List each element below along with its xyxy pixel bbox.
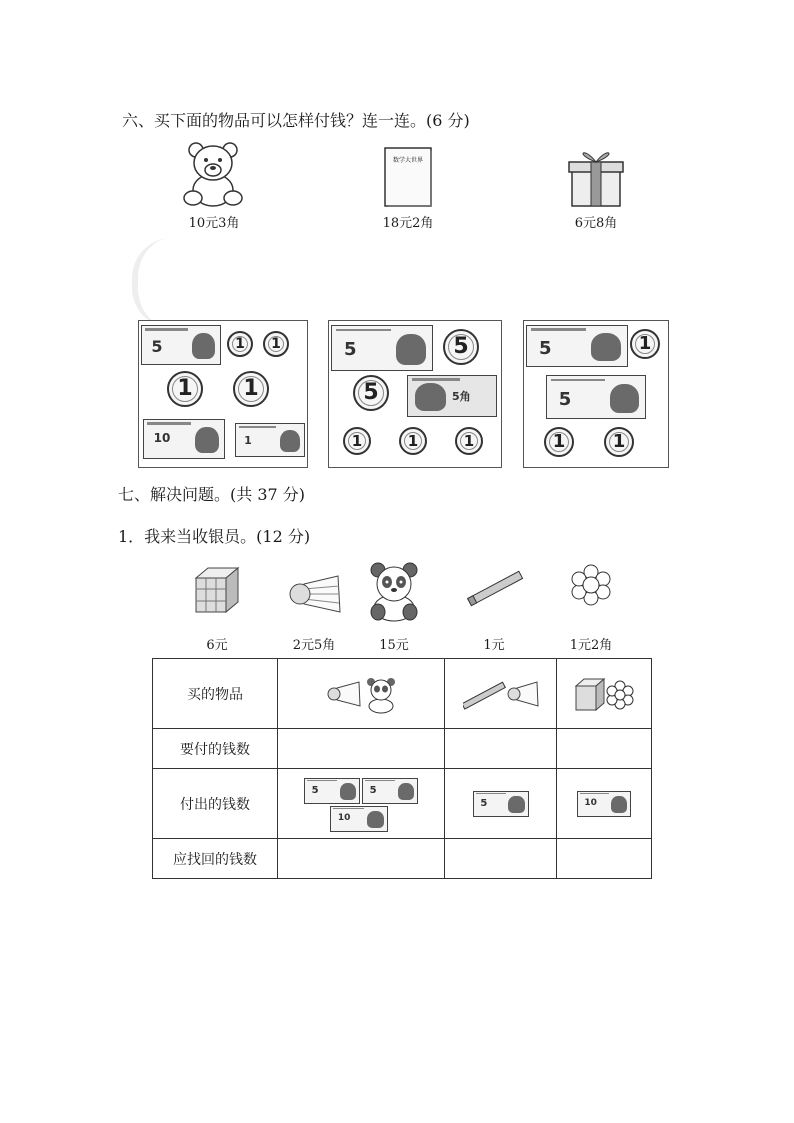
change-cell-2[interactable] (445, 839, 557, 879)
shuttlecock-icon (288, 574, 342, 614)
shuttlecock-price: 2元5角 (292, 638, 336, 653)
coin-1: 1 (227, 331, 253, 357)
coin-1: 1 (455, 427, 483, 455)
cube-flower-icons (572, 674, 636, 714)
book-title: 数学大世界 (392, 157, 423, 164)
banknote-5: 5 (546, 375, 646, 419)
banknote-10: 10 (330, 806, 388, 832)
amount-due-cell-1[interactable] (278, 729, 445, 769)
banknote-5: 5 (473, 791, 529, 817)
section6-title: 六、买下面的物品可以怎样付钱？连一连。(6 分) (122, 111, 470, 130)
pencil-price: 1元 (483, 638, 505, 653)
banknote-5: 5 (304, 778, 360, 804)
coin-5: 5 (443, 329, 479, 365)
book-icon (382, 146, 434, 208)
pencil-shuttlecock-icons (463, 674, 539, 714)
banknote-5-jiao: 5角 (407, 375, 497, 417)
row-label-paid: 付出的钱数 (153, 769, 278, 839)
amount-due-cell-3[interactable] (557, 729, 652, 769)
paid-cell-1 (278, 769, 445, 839)
coin-1: 1 (167, 371, 203, 407)
row-label-change: 应找回的钱数 (153, 839, 278, 879)
gift-box-price: 6元8角 (574, 216, 618, 231)
banknote-5: 5 (526, 325, 628, 367)
paid-cell-3 (557, 769, 652, 839)
coin-5: 5 (353, 375, 389, 411)
items-cell-2 (445, 659, 557, 729)
banknote-5: 5 (331, 325, 433, 371)
money-set-1 (138, 320, 308, 468)
question1-title: 1．我来当收银员。(12 分) (118, 527, 311, 546)
paid-cell-2 (445, 769, 557, 839)
pencil-icon (464, 566, 528, 610)
banknote-5: 5 (141, 325, 221, 365)
coin-1: 1 (544, 427, 574, 457)
change-cell-1[interactable] (278, 839, 445, 879)
panda-price: 15元 (379, 638, 409, 653)
coin-1: 1 (233, 371, 269, 407)
panda-icon (366, 562, 422, 622)
gift-box-icon (566, 144, 626, 208)
items-cell-3 (557, 659, 652, 729)
section7-title: 七、解决问题。(共 37 分) (118, 485, 306, 504)
teddy-bear-icon (180, 140, 246, 208)
money-set-3 (523, 320, 669, 468)
money-set-2 (328, 320, 502, 468)
coin-1: 1 (604, 427, 634, 457)
teddy-bear-price: 10元3角 (188, 216, 240, 231)
change-cell-3[interactable] (557, 839, 652, 879)
cube-price: 6元 (206, 638, 228, 653)
book-price: 18元2角 (382, 216, 434, 231)
rubiks-cube-icon (192, 566, 242, 616)
row-label-amount-due: 要付的钱数 (153, 729, 278, 769)
coin-1: 1 (630, 329, 660, 359)
coin-1: 1 (399, 427, 427, 455)
flower-price: 1元2角 (569, 638, 613, 653)
cashier-table (152, 658, 652, 879)
banknote-10: 10 (143, 419, 225, 459)
watermark (132, 238, 198, 328)
banknote-1: 1 (235, 423, 305, 457)
banknote-10: 10 (577, 791, 631, 817)
amount-due-cell-2[interactable] (445, 729, 557, 769)
flower-icon (570, 564, 612, 606)
shuttlecock-panda-icons (325, 674, 397, 714)
banknote-5: 5 (362, 778, 418, 804)
coin-1: 1 (263, 331, 289, 357)
row-label-items: 买的物品 (153, 659, 278, 729)
coin-1: 1 (343, 427, 371, 455)
items-cell-1 (278, 659, 445, 729)
